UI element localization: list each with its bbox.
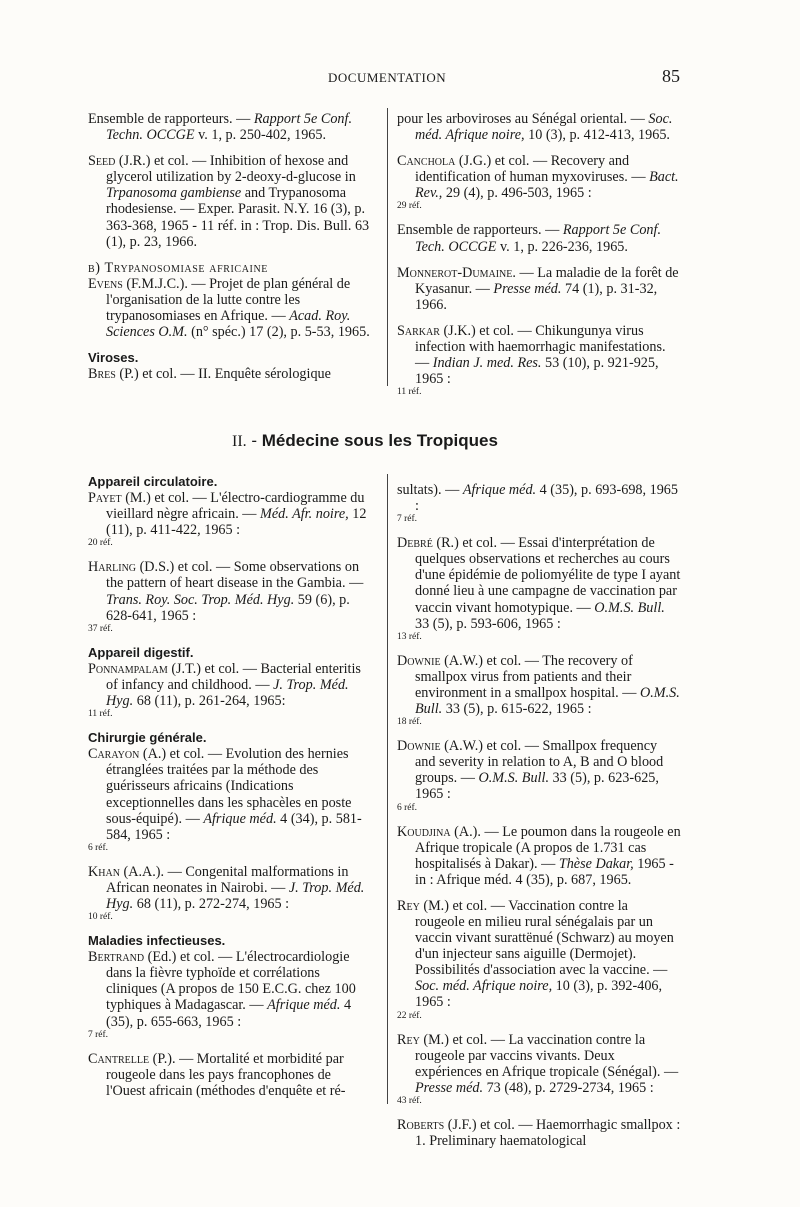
column-divider bbox=[387, 474, 388, 1104]
entry-author: Canchola bbox=[397, 153, 456, 170]
entry-title: (P.). — Mortalité et morbidité par rougeole dans les pays francophones de l'Ouest africain (méthodes d'enquête et ré- bbox=[106, 1050, 346, 1099]
entry-text bbox=[397, 824, 681, 888]
entry-citation: (n° spéc.) 17 (2), p. 5-53, 1965. bbox=[187, 324, 370, 341]
entry-journal: Méd. Afr. noire, bbox=[260, 506, 349, 523]
entry-citation: 33 (5), p. 615-622, 1965 : bbox=[442, 701, 592, 718]
entry-journal: Afrique méd. bbox=[267, 997, 341, 1014]
entry-title: (A.W.) et col. — The recovery of smallpox virus from patients and their environment in a smallpox hospital. — bbox=[415, 652, 640, 701]
entry-citation: 12 (11), p. 411-422, 1965 : bbox=[106, 506, 367, 539]
section-numeral: II. bbox=[232, 433, 247, 450]
entry-title: (M.) et col. — Vaccination contre la rougeole en milieu rural sénégalais par un vaccin vivant surattënué (Schwarz) au moyen d'un injecteur sans aiguille (Dermojet). Possibilités d'association avec la vaccine. — bbox=[415, 897, 674, 979]
reference-count: 20 réf. bbox=[88, 538, 113, 549]
entry-author: Monnerot-Dumaine bbox=[397, 264, 513, 281]
bibliography-entry bbox=[397, 222, 681, 254]
entry-journal: Afrique méd. bbox=[462, 482, 537, 498]
bibliography-entry bbox=[88, 111, 370, 143]
entry-author: Downie bbox=[397, 738, 441, 755]
bibliography-entry bbox=[397, 482, 681, 525]
entry-title: Ensemble de rapporteurs. — bbox=[397, 222, 563, 239]
entry-text bbox=[88, 661, 370, 709]
entry-journal: J. Trop. Méd. Hyg. bbox=[106, 676, 349, 710]
entry-text bbox=[88, 864, 370, 912]
bibliography-entry bbox=[88, 153, 370, 250]
entry-citation: 59 (6), p. 628-641, 1965 : bbox=[106, 591, 350, 624]
entry-author: Bres bbox=[88, 366, 116, 383]
entry-text bbox=[397, 1032, 681, 1096]
entry-title: (D.S.) et col. — Some observations on the pattern of heart disease in the Gambia. — bbox=[106, 559, 364, 592]
entry-author: Seed bbox=[88, 153, 116, 170]
reference-count: 29 réf. bbox=[397, 201, 422, 212]
section-title: Médecine sous les Tropiques bbox=[261, 431, 498, 450]
entry-citation: 29 (4), p. 496-503, 1965 : bbox=[442, 185, 592, 202]
category-heading: Viroses. bbox=[88, 350, 139, 366]
entry-author: Debré bbox=[397, 535, 433, 552]
reference-count: 13 réf. bbox=[397, 631, 422, 642]
entry-author: Evens bbox=[88, 275, 123, 292]
entry-journal: Trans. Roy. Soc. Trop. Méd. Hyg. bbox=[106, 591, 295, 608]
entry-text bbox=[397, 898, 681, 1011]
entry-journal: Trpanosoma gambiense bbox=[106, 185, 242, 202]
entry-author: Payet bbox=[88, 490, 122, 507]
entry-citation: 4 (35), p. 655-663, 1965 : bbox=[106, 997, 352, 1030]
entry-text bbox=[88, 276, 370, 340]
bibliography-entry bbox=[88, 559, 370, 634]
entry-journal: Acad. Roy. Sciences O.M. bbox=[106, 308, 351, 341]
category-heading: Appareil digestif. bbox=[88, 644, 194, 660]
entry-journal: Presse méd. bbox=[493, 280, 562, 297]
subsection-heading: b) Trypanosomiase africaine bbox=[88, 259, 268, 276]
entry-journal: J. Trop. Méd. Hyg. bbox=[106, 879, 365, 912]
reference-count: 37 réf. bbox=[88, 623, 113, 634]
entry-journal: Bact. Rev., bbox=[415, 169, 679, 202]
entry-text bbox=[397, 535, 681, 632]
entry-text bbox=[88, 111, 370, 143]
entry-journal: Soc. méd. Afrique noire, bbox=[415, 111, 673, 144]
running-head: DOCUMENTATION bbox=[328, 70, 447, 85]
section-heading bbox=[232, 431, 498, 451]
entry-text bbox=[397, 1117, 681, 1149]
bibliography-entry bbox=[88, 490, 370, 549]
entry-text bbox=[397, 653, 681, 717]
entry-author: Rey bbox=[397, 897, 420, 914]
page-header bbox=[0, 66, 800, 92]
reference-count: 18 réf. bbox=[397, 717, 422, 728]
entry-citation: 74 (1), p. 31-32, 1966. bbox=[415, 280, 658, 313]
entry-author: Koudjina bbox=[397, 823, 451, 840]
entry-citation: 68 (11), p. 272-274, 1965 : bbox=[133, 895, 290, 912]
entry-text bbox=[88, 559, 370, 623]
entry-title: (Ed.) et col. — L'électrocardiologie dans la fièvre typhoïde et corrélations cliniques (A propos de 150 E.C.G. chez 100 typhiques à Madagascar. — bbox=[106, 949, 356, 1014]
entry-author: Roberts bbox=[397, 1116, 445, 1133]
entry-title: pour les arboviroses au Sénégal oriental. — bbox=[397, 111, 649, 127]
entry-author: Downie bbox=[397, 652, 441, 669]
entry-title: . — La maladie de la forêt de Kyasanur. — bbox=[415, 264, 679, 297]
top-left-column bbox=[88, 111, 370, 392]
reference-count: 10 réf. bbox=[88, 912, 113, 923]
bibliography-entry bbox=[397, 898, 681, 1022]
bibliography-entry bbox=[397, 265, 681, 313]
entry-author: Harling bbox=[88, 559, 137, 576]
bibliography-entry bbox=[88, 276, 370, 340]
entry-citation: 4 (35), p. 693-698, 1965 : bbox=[415, 482, 678, 515]
reference-count: 22 réf. bbox=[397, 1010, 422, 1021]
entry-author: Sarkar bbox=[397, 322, 440, 339]
entry-text bbox=[88, 153, 370, 250]
entry-journal: Rapport 5e Conf. Tech. OCCGE bbox=[415, 222, 662, 255]
bibliography-entry bbox=[397, 535, 681, 643]
entry-title: (M.) et col. — L'électro-cardiogramme du vieillard nègre africain. — bbox=[106, 490, 365, 523]
bibliography-entry bbox=[397, 653, 681, 728]
bibliography-entry bbox=[397, 323, 681, 398]
entry-text bbox=[88, 949, 370, 1029]
entry-author: Rey bbox=[397, 1031, 420, 1048]
entry-citation: 10 (3), p. 392-406, 1965 : bbox=[415, 978, 663, 1011]
category-heading: Chirurgie générale. bbox=[88, 730, 207, 746]
entry-journal: Indian J. med. Res. bbox=[432, 355, 542, 372]
column-divider bbox=[387, 108, 388, 386]
category-heading: Maladies infectieuses. bbox=[88, 933, 226, 949]
entry-journal: Afrique méd. bbox=[203, 810, 277, 827]
bibliography-entry bbox=[397, 153, 681, 212]
bibliography-entry bbox=[88, 949, 370, 1040]
entry-text bbox=[88, 746, 370, 843]
reference-count: 7 réf. bbox=[88, 1029, 109, 1040]
reference-count: 7 réf. bbox=[397, 514, 418, 525]
entry-journal: O.M.S. Bull. bbox=[594, 599, 665, 616]
bibliography-entry bbox=[88, 1051, 370, 1099]
reference-count: 11 réf. bbox=[88, 709, 113, 720]
entry-text bbox=[397, 323, 681, 387]
bibliography-entry bbox=[397, 824, 681, 888]
entry-citation: 33 (5), p. 593-606, 1965 : bbox=[415, 615, 561, 632]
bibliography-entry bbox=[88, 661, 370, 720]
entry-citation: v. 1, p. 226-236, 1965. bbox=[496, 238, 628, 255]
entry-citation: 68 (11), p. 261-264, 1965: bbox=[133, 693, 286, 710]
entry-author: Cantrelle bbox=[88, 1050, 150, 1067]
entry-title: (P.) et col. — II. Enquête sérologique bbox=[115, 366, 331, 383]
entry-title: (M.) et col. — La vaccination contre la rougeole par vaccins vivants. Deux expériences en Afrique tropicale (Sénégal). — bbox=[415, 1031, 679, 1080]
entry-journal: Presse méd. bbox=[415, 1079, 484, 1096]
entry-citation: 73 (48), p. 2729-2734, 1965 : bbox=[483, 1079, 654, 1096]
bottom-right-column bbox=[397, 482, 681, 1159]
reference-count: 43 réf. bbox=[397, 1095, 422, 1106]
entry-title: (J.K.) et col. — Chikungunya virus infection with haemorrhagic manifestations. — bbox=[415, 322, 666, 372]
entry-title: (J.T.) et col. — Bacterial enteritis of infancy and childhood. — bbox=[106, 660, 361, 693]
entry-author: Bertrand bbox=[88, 949, 145, 966]
entry-text bbox=[397, 482, 681, 514]
entry-text bbox=[88, 490, 370, 538]
entry-title: (J.F.) et col. — Haemorrhagic smallpox : 1. Preliminary haematological bbox=[415, 1116, 681, 1149]
top-right-column bbox=[397, 111, 681, 408]
bibliography-entry bbox=[88, 864, 370, 923]
entry-journal: Thèse Dakar, bbox=[558, 855, 634, 872]
entry-text bbox=[88, 366, 370, 382]
entry-text bbox=[88, 1051, 370, 1099]
category-heading: Appareil circulatoire. bbox=[88, 474, 218, 489]
entry-text bbox=[397, 738, 681, 802]
entry-text bbox=[397, 153, 681, 201]
entry-citation: 53 (10), p. 921-925, 1965 : bbox=[415, 355, 659, 388]
entry-journal: Rapport 5e Conf. Techn. OCCGE bbox=[106, 111, 353, 144]
entry-citation: v. 1, p. 250-402, 1965. bbox=[194, 127, 327, 144]
bibliography-entry bbox=[88, 366, 370, 382]
entry-journal: O.M.S. Bull. bbox=[415, 684, 680, 718]
entry-title: (R.) et col. — Essai d'interprétation de quelques observations et recherches au cours d'une épidémie de poliomyélite de type I ayant donné lieu à une campagne de vaccination par vaccin vivant homotypique. — bbox=[415, 535, 681, 616]
entry-text bbox=[397, 265, 681, 313]
entry-author: Khan bbox=[88, 863, 120, 880]
entry-title: (J.G.) et col. — Recovery and identification of human myxoviruses. — bbox=[415, 153, 650, 186]
bibliography-entry bbox=[397, 111, 681, 143]
entry-title: (A.A.). — Congenital malformations in African neonates in Nairobi. — bbox=[106, 863, 349, 896]
reference-count: 11 réf. bbox=[397, 387, 422, 398]
entry-citation: 10 (3), p. 412-413, 1965. bbox=[524, 127, 670, 144]
bibliography-entry bbox=[88, 746, 370, 854]
entry-citation: 33 (5), p. 623-625, 1965 : bbox=[415, 770, 659, 803]
entry-journal: Soc. méd. Afrique noire, bbox=[415, 978, 553, 995]
entry-text bbox=[397, 111, 681, 143]
bibliography-entry bbox=[397, 738, 681, 813]
reference-count: 6 réf. bbox=[88, 842, 109, 853]
bibliography-entry bbox=[397, 1117, 681, 1149]
entry-title: (A.) et col. — Evolution des hernies étranglées traitées par la méthode des guérisseurs africains (Indications exceptionnelles dans les sphacèles en poste sous-équipé). — bbox=[106, 746, 352, 827]
entry-citation: 1965 - in : Afrique méd. 4 (35), p. 687, 1965. bbox=[415, 855, 674, 888]
entry-title: (A.). — Le poumon dans la rougeole en Afrique tropicale (A propos de 1.731 cas hospitalisés à Dakar). — bbox=[415, 823, 681, 872]
entry-title: sultats). — bbox=[397, 482, 463, 498]
entry-title: Ensemble de rapporteurs. — bbox=[88, 111, 254, 127]
entry-journal: O.M.S. Bull. bbox=[478, 770, 549, 787]
entry-author: Carayon bbox=[88, 746, 140, 763]
bibliography-entry bbox=[397, 1032, 681, 1107]
entry-text bbox=[397, 222, 681, 254]
entry-title: (A.W.) et col. — Smallpox frequency and severity in relation to A, B and O blood groups. — bbox=[415, 738, 664, 787]
page-number: 85 bbox=[662, 66, 680, 86]
entry-title: (F.M.J.C.). — Projet de plan général de l'organisation de la lutte contre les trypanosomiases en Afrique. — bbox=[106, 275, 351, 325]
entry-citation: and Trypanosoma rhodesiense. — Exper. Parasit. N.Y. 16 (3), p. 363-368, 1965 - 11 réf. in : Trop. Dis. Bull. 63 (1), p. 23, 1966. bbox=[106, 185, 370, 250]
entry-author: Ponnampalam bbox=[88, 660, 168, 677]
bottom-left-column bbox=[88, 474, 370, 1109]
section-dash: - bbox=[246, 431, 262, 450]
entry-citation: 4 (34), p. 581-584, 1965 : bbox=[106, 810, 362, 843]
reference-count: 6 réf. bbox=[397, 802, 418, 813]
entry-title: (J.R.) et col. — Inhibition of hexose and glycerol utilization by 2-deoxy-d-glucose in bbox=[106, 153, 356, 186]
